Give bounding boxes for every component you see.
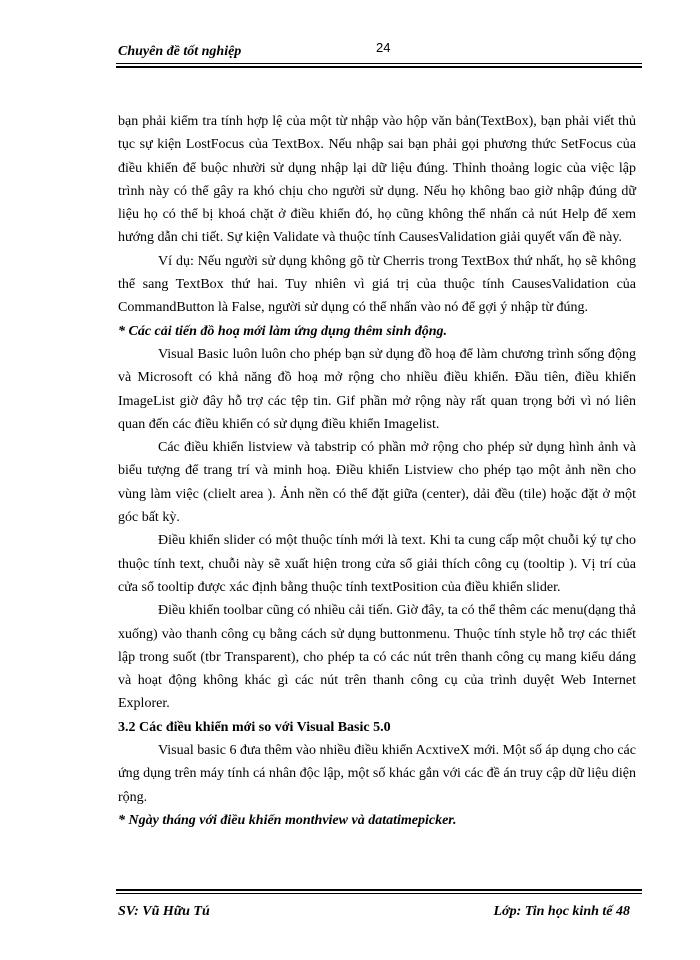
header-title: Chuyên đề tốt nghiệp	[118, 44, 242, 59]
page-content	[118, 110, 636, 832]
page-number: 24	[376, 40, 391, 55]
section-title: 3.2 Các điều khiển mới so với Visual Basic 5.0	[118, 719, 391, 735]
paragraph: Ví dụ: Nếu người sử dụng không gõ từ Cherris trong TextBox thứ nhất, họ sẽ không thể sang TextBox thứ hai. Tuy nhiên vì giá trị của thuộc tính CausesValidation của CommandButton là False, người sử dụng có thể nhấn vào nó để gợi ý nhập từ đúng.	[118, 253, 636, 316]
footer-rule-thin	[116, 893, 642, 894]
paragraph: bạn phải kiểm tra tính hợp lệ của một từ nhập vào hộp văn bản(TextBox), bạn phải viết thủ tục sự kiện LostFocus của TextBox. Nếu nhập sai bạn phải gọi phương thức SetFocus của điều khiển để buộc nhười sử dụng nhập lại dữ liệu đúng. Thỉnh thoảng logic của việc lập trình này có thể gây ra khó chịu cho người sử dụng. Nếu họ không bao giờ nhập đúng dữ liệu họ có thể bị khoá chặt ở điều khiển đó, họ cũng không thể nhấn cả nút Help để xem hướng dẫn chi tiết. Sự kiện Validate và thuộc tính CausesValidation giải quyết vấn đề này.	[118, 114, 636, 246]
footer-author: SV: Vũ Hữu Tú	[118, 904, 210, 919]
subheading-graphics: * Các cải tiến đồ hoạ mới làm ứng dụng thêm sinh động.	[118, 323, 448, 339]
paragraph: Các điều khiển listview và tabstrip có phần mở rộng cho phép sử dụng hình ảnh và biểu tượng để trang trí và minh hoạ. Điều khiển Listview cho phép tạo một ảnh nền cho vùng làm việc (clielt area ). Ảnh nền có thể đặt giữa (center), dải đều (tile) hoặc đặt ở một góc bất kỳ.	[118, 440, 636, 526]
footer-class: Lớp: Tin học kinh tế 48	[493, 904, 630, 919]
paragraph: Visual Basic luôn luôn cho phép bạn sử dụng đồ hoạ để làm chương trình sống động và Microsoft có khả năng đồ hoạ mở rộng cho nhiều điều khiển. Đầu tiên, điều khiển ImageList giờ đây hỗ trợ các tệp tin. Gif phần mở rộng này rất quan trọng bởi vì nó liên quan đến các điều khiển có sử dụng điều khiển Imagelist.	[118, 346, 636, 432]
paragraph: Visual basic 6 đưa thêm vào nhiều điều khiển AcxtiveX mới. Một số áp dụng cho các ứng dụng trên máy tính cá nhân độc lập, một số khác gắn với các đề án truy cập dữ liệu diện rộng.	[118, 743, 636, 805]
paragraph: Điều khiển slider có một thuộc tính mới là text. Khi ta cung cấp một chuỗi ký tự cho thuộc tính text, chuỗi này sẽ xuất hiện trong cửa sổ giải thích công cụ (tooltip ). Vị trí của cửa sổ tooltip được xác định bằng thuộc tính textPosition của điều khiển slider.	[118, 533, 636, 595]
footer-rule-thick	[116, 889, 642, 891]
subheading-monthview: * Ngày tháng với điều khiển monthview và datatimepicker.	[118, 812, 457, 828]
header-rule-thin	[116, 63, 642, 64]
paragraph: Điều khiển toolbar cũng có nhiều cải tiến. Giờ đây, ta có thể thêm các menu(dạng thả xuống) vào thanh công cụ bằng cách sử dụng buttonmenu. Thuộc tính style hỗ trợ các thiết lập trong suốt (tbr Transparent), cho phép ta có các nút trên thanh công cụ mang kiểu dáng và hoạt động không khác gì các nút trên thanh công cụ của trình duyệt Web Internet Explorer.	[118, 603, 636, 712]
header-rule-thick	[116, 66, 642, 68]
